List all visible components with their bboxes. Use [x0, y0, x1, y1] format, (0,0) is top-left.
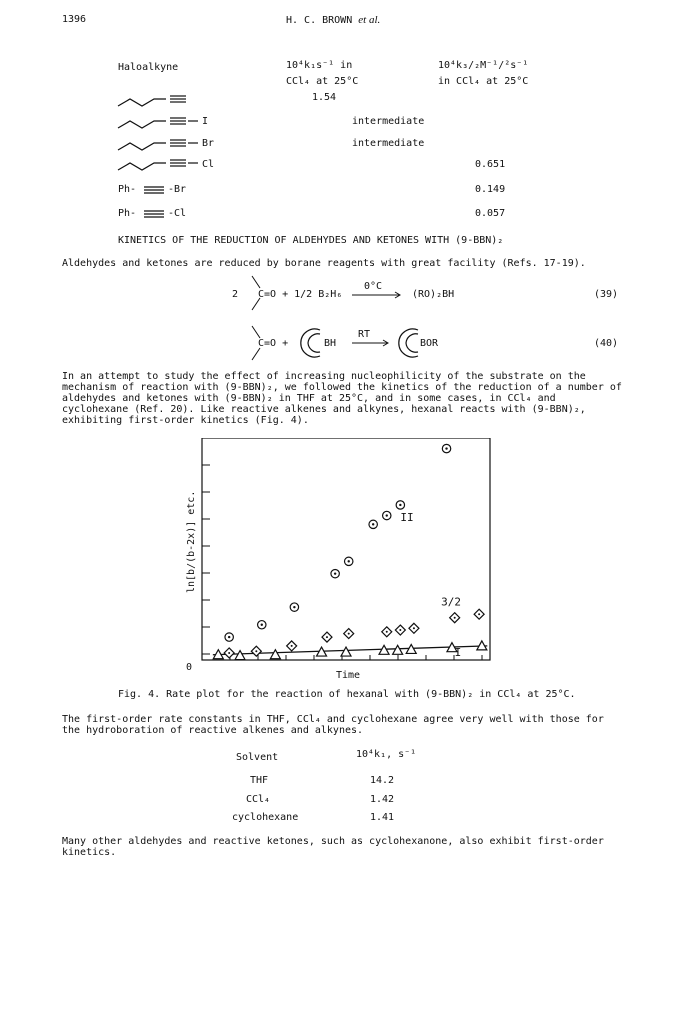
origin-label: 0 [186, 662, 193, 673]
arrow-icon [350, 338, 392, 348]
data-point-triangle [393, 645, 403, 654]
chart-annotation: 3/2 [441, 595, 461, 609]
paragraph-2: In an attempt to study the effect of increasing nucleophilicity of the substrate on the mechanism of reaction with (9-BBN)₂, we followed the kinetics of the reduction of a number of aldehydes and ketones with (9-BBN)₂ in THF at 25°C, and in some cases, in CCl₄ and cyclohexane (Ref. 20). Like reactive alkenes and alkynes, hexanal reacts with (9-BBN)₂, exhibiting first-order kinetics (Fig. 4). [62, 371, 622, 426]
solvent-row-thf: THF [250, 775, 269, 786]
phenyl-triple-bond-1 [142, 184, 168, 196]
k1-row-ccl4: 1.42 [370, 794, 395, 805]
k1-value-row1: 1.54 [312, 92, 337, 103]
solvent-row-ccl4: CCl₄ [246, 794, 271, 805]
col-header-k32-line2: in CCl₄ at 25°C [438, 76, 529, 87]
chart-annotation: I [454, 646, 462, 659]
substituent-Br: Br [202, 138, 215, 149]
data-point-circle-center [348, 560, 350, 562]
solvent-header: Solvent [236, 752, 279, 763]
middle-intermediate-1: intermediate [352, 116, 425, 127]
data-point-diamond-center [454, 617, 456, 619]
eq39-rhs: (RO)₂BH [412, 289, 455, 300]
eq40-condition: RT [358, 329, 371, 340]
eq39-condition: 0°C [364, 281, 383, 292]
data-point-diamond-center [386, 631, 388, 633]
phenyl-triple-bond-2 [142, 208, 168, 220]
y-axis-label: ln[b/(b-2x)] etc. [186, 490, 197, 593]
data-point-triangle [270, 650, 280, 659]
substituent-Cl: Cl [202, 159, 215, 170]
eq39-number: (39) [594, 289, 619, 300]
eq40-product: BOR [420, 338, 439, 349]
data-point-diamond-center [255, 650, 257, 652]
eq40-number: (40) [594, 338, 619, 349]
solvent-row-cyclohexane: cyclohexane [232, 812, 299, 823]
k32-value-row4: 0.651 [475, 159, 506, 170]
data-point-diamond-center [326, 636, 328, 638]
k1-header: 10⁴k₁, s⁻¹ [356, 749, 417, 760]
ph-label-1: Ph- [118, 184, 137, 195]
data-point-diamond-center [478, 613, 480, 615]
page-number: 1396 [62, 14, 87, 25]
col-header-k1-line2: CCl₄ at 25°C [286, 76, 359, 87]
k1-row-thf: 14.2 [370, 775, 395, 786]
col-header-k1-line1: 10⁴k₁s⁻¹ in [286, 60, 353, 71]
data-point-circle-center [334, 572, 336, 574]
plot-frame [202, 438, 490, 660]
paragraph-3: The first-order rate constants in THF, CCl₄ and cyclohexane agree very well with those for the hydroboration of reactive alkenes and alkynes. [62, 714, 604, 736]
data-point-diamond-center [399, 629, 401, 631]
paragraph-4: Many other aldehydes and reactive ketones, such as cyclohexanone, also exhibit first-order kinetics. [62, 836, 604, 858]
k1-row-cyclohexane: 1.41 [370, 812, 395, 823]
data-point-diamond-center [348, 633, 350, 635]
middle-intermediate-2: intermediate [352, 138, 425, 149]
data-point-diamond-center [228, 652, 230, 654]
data-point-circle-center [386, 514, 388, 516]
ph-substituent-Br: -Br [168, 184, 187, 195]
data-point-circle-center [372, 523, 374, 525]
substituent-I: I [202, 116, 209, 127]
data-point-circle-center [445, 447, 447, 449]
section-heading: KINETICS OF THE REDUCTION OF ALDEHYDES AND KETONES WITH (9-BBN)₂ [118, 235, 504, 246]
arrow-icon [350, 290, 406, 300]
ph-substituent-Cl: -Cl [168, 208, 187, 219]
data-point-diamond-center [291, 645, 293, 647]
col-header-k32-line1: 10⁴k₃/₂M⁻¹/²s⁻¹ [438, 60, 529, 71]
x-axis-label: Time [336, 670, 361, 681]
running-title-author: H. C. BROWN [286, 15, 353, 26]
figure-caption: Fig. 4. Rate plot for the reaction of hexanal with (9-BBN)₂ in CCl₄ at 25°C. [118, 689, 576, 700]
running-title-etal: et al. [358, 14, 381, 26]
data-point-triangle [341, 647, 351, 656]
eq40-reagent: BH [324, 338, 337, 349]
k32-value-row5: 0.149 [475, 184, 506, 195]
rate-plot-chart [170, 438, 510, 684]
k32-value-row6: 0.057 [475, 208, 506, 219]
ph-label-2: Ph- [118, 208, 137, 219]
eq40-lhs: C=O + [258, 338, 289, 349]
eq39-lhs: C=O + 1/2 B₂H₆ [258, 289, 343, 300]
data-point-diamond-center [413, 627, 415, 629]
col-header-haloalkyne: Haloalkyne [118, 62, 179, 73]
chart-annotation: II [400, 510, 414, 524]
data-point-triangle [235, 651, 245, 660]
data-point-circle-center [228, 636, 230, 638]
data-point-circle-center [399, 504, 401, 506]
data-point-circle-center [261, 624, 263, 626]
data-point-circle-center [293, 606, 295, 608]
running-title [286, 14, 380, 26]
eq39-coefficient: 2 [232, 289, 239, 300]
intro-paragraph: Aldehydes and ketones are reduced by borane reagents with great facility (Refs. 17-19). [62, 258, 586, 269]
